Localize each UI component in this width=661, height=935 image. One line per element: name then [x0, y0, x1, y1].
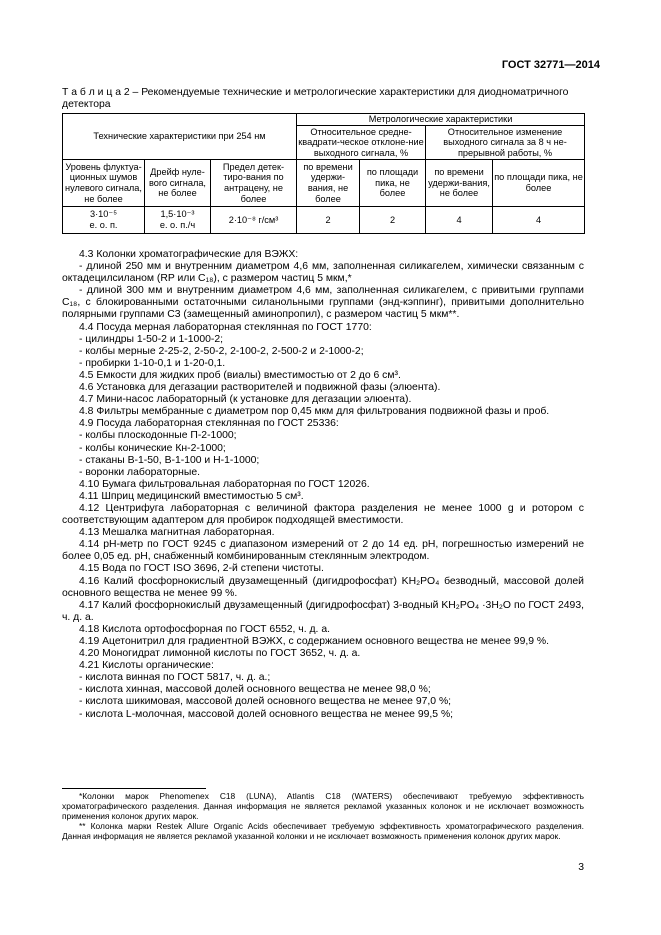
paragraph: - длиной 300 мм и внутренним диаметром 4,6 мм, заполненная силикагелем, с привитыми группами C₁₈, с блокированными остаточными силанольными группами (энд-кэппинг), привитыми дополнительно полярными группами C3 (замещенный аминопропил), с размером частиц 5 мкм**. [62, 285, 584, 321]
paragraph: 4.17 Калий фосфорнокислый двузамещенный (дигидрофосфат) 3-водный KH₂PO₄ ·3H₂O по ГОСТ 2493, ч. д. а. [62, 599, 584, 623]
metro-subheader-drift: Относительное изменение выходного сигнала за 8 ч не-прерывной работы, % [426, 126, 585, 160]
paragraph: - кислота хинная, массовой долей основного вещества не менее 98,0 %; [79, 684, 431, 696]
paragraph: - кислота винная по ГОСТ 5817, ч. д. а.; [79, 672, 271, 684]
paragraph: - кислота L-молочная, массовой долей основного вещества не менее 99,5 %; [79, 708, 454, 720]
paragraph: - кислота шикимовая, массовой долей основного вещества не менее 97,0 %; [79, 696, 452, 708]
paragraph: - воронки лабораторные. [79, 466, 201, 478]
paragraph: 4.3 Колонки хроматографические для ВЭЖХ: [79, 249, 299, 260]
paragraph: 4.9 Посуда лабораторная стеклянная по ГОСТ 25336: [79, 418, 339, 430]
table-cell: 1,5·10⁻³ е. о. п./ч [145, 207, 211, 234]
paragraph: 4.4 Посуда мерная лабораторная стеклянная по ГОСТ 1770: [79, 321, 372, 333]
table-cell: 4 [493, 207, 585, 234]
paragraph: 4.21 Кислоты органические: [79, 660, 214, 672]
paragraph: - цилиндры 1-50-2 и 1-1000-2; [79, 333, 223, 345]
paragraph: 4.11 Шприц медицинский вместимостью 5 см³. [79, 490, 304, 502]
col-drift-header: Дрейф нуле-вого сигнала, не более [145, 160, 211, 207]
paragraph: 4.15 Вода по ГОСТ ISO 3696, 2-й степени чистоты. [79, 563, 324, 575]
col-noise-header: Уровень флуктуа-ционных шумов нулевого сигнала, не более [63, 160, 145, 207]
table-cell: 4 [426, 207, 493, 234]
paragraph: - колбы плоскодонные П-2-1000; [79, 430, 237, 442]
table-cell: 2 [297, 207, 360, 234]
paragraph: 4.5 Емкости для жидких проб (виалы) вместимостью от 2 до 6 см³. [79, 369, 401, 381]
table-cell: 3·10⁻⁵ е. о. п. [63, 207, 145, 234]
paragraph: - колбы мерные 2-25-2, 2-50-2, 2-100-2, 2-500-2 и 2-1000-2; [79, 345, 364, 357]
paragraph: 4.14 pH-метр по ГОСТ 9245 с диапазоном измерений от 2 до 14 ед. pH, погрешностью измерений не более 0,05 ед. pH, снабженный комбинированным стеклянным электродом. [62, 539, 584, 563]
footnote: ** Колонка марки Restek Allure Organic Acids обеспечивает требуемую эффективность хроматографического разделения. Данная информация не является рекламой указанной колонки и не исключает возможность применения колонок других марок. [62, 821, 584, 841]
paragraph: - пробирки 1-10-0,1 и 1-20-0,1. [79, 357, 226, 369]
paragraph: 4.12 Центрифуга лабораторная с величиной фактора разделения не менее 1000 g и ротором с соответствующим адаптером для пробирок подходящей вместимости. [62, 502, 584, 527]
footnotes [62, 791, 584, 841]
paragraph: - длиной 250 мм и внутренним диаметром 4,6 мм, заполненная силикагелем, химически связанным с октадецилсиланом (RP или C₁₈), с размером частиц 5 мкм,* [62, 261, 584, 285]
paragraph: 4.7 Мини-насос лабораторный (к установке для дегазации элюента). [79, 394, 412, 406]
metro-subheader-rsd: Относительное средне-квадрати-ческое отклоне-ние выходного сигнала, % [298, 126, 424, 158]
paragraph: - колбы конические Кн-2-1000; [79, 442, 226, 454]
paragraph: 4.19 Ацетонитрил для градиентной ВЭЖХ, с содержанием основного вещества не менее 99,9 %. [79, 636, 550, 647]
col-area-header: по площади пика, не более [360, 160, 426, 207]
tech-header: Технические характеристики при 254 нм [63, 114, 297, 160]
metro-header: Метрологические характеристики [297, 114, 585, 126]
table-caption: Т а б л и ц а 2 – Рекомендуемые технические и метрологические характеристики для диодноматричного детектора [62, 87, 569, 110]
paragraph: 4.6 Установка для дегазации растворителей и подвижной фазы (элюента). [79, 382, 441, 394]
col-area-header: по площади пика, не более [493, 160, 585, 207]
footnote: *Колонки марок Phenomenex C18 (LUNA), Atlantis C18 (WATERS) обеспечивают требуемую эффективность хроматографического разделения. Данная информация не является рекламой указанных колонок и не исключает возможность применения колонок других марок. [62, 791, 584, 821]
col-rt-header: по времени удержи-вания, не более [426, 160, 493, 207]
col-limit-header: Предел детек-тиро-вания по антрацену, не более [211, 160, 297, 207]
footnote-divider [62, 788, 206, 789]
characteristics-table [62, 113, 585, 234]
paragraph: 4.18 Кислота ортофосфорная по ГОСТ 6552, ч. д. а. [79, 623, 330, 635]
col-rt-header: по времени удержи-вания, не более [297, 160, 360, 207]
paragraph: 4.13 Мешалка магнитная лабораторная. [79, 527, 275, 539]
document-header: ГОСТ 32771—2014 [501, 59, 600, 71]
paragraph: 4.16 Калий фосфорнокислый двузамещенный (дигидрофосфат) KH₂PO₄ безводный, массовой долей основного вещества не менее 99 %. [62, 575, 584, 599]
body-text [62, 249, 584, 721]
table-cell: 2 [360, 207, 426, 234]
paragraph: 4.20 Моногидрат лимонной кислоты по ГОСТ 3652, ч. д. а. [79, 648, 361, 660]
paragraph: 4.10 Бумага фильтровальная лабораторная по ГОСТ 12026. [79, 478, 370, 490]
page-number: 3 [578, 862, 584, 873]
table-cell: 2·10⁻⁸ г/см³ [211, 207, 297, 234]
paragraph: - стаканы В-1-50, В-1-100 и Н-1-1000; [79, 454, 260, 466]
paragraph: 4.8 Фильтры мембранные с диаметром пор 0,45 мкм для фильтрования подвижной фазы и проб. [79, 406, 550, 418]
